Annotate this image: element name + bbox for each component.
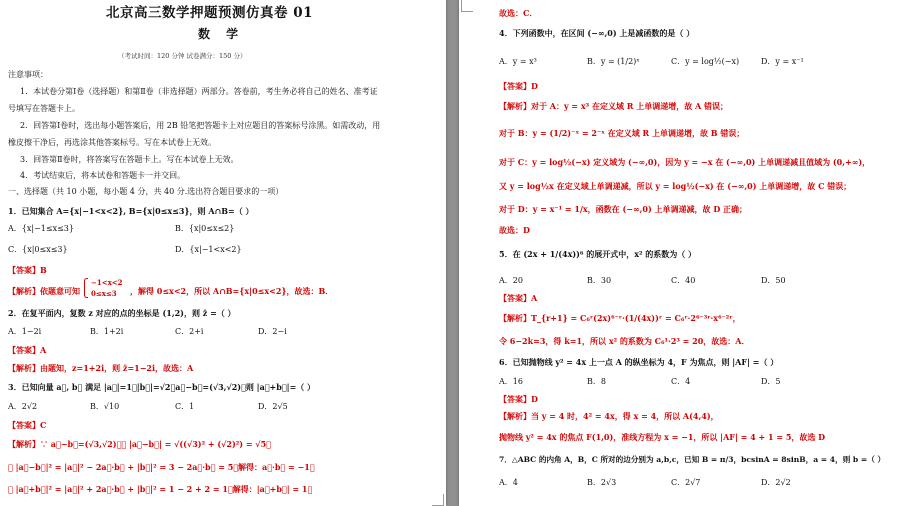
question-2-option-d: D．2−i xyxy=(258,327,287,336)
notice-header: 注意事项： xyxy=(8,70,48,79)
notice-line: 号填写在答题卡上。 xyxy=(8,104,80,113)
question-3-option-a: A．2√2 xyxy=(8,402,38,411)
question-1-option-c: C．{x|0≤x≤3} xyxy=(8,245,68,254)
notice-line: 4．考试结束后，将本试卷和答题卡一并交回。 xyxy=(20,171,186,180)
question-3-option-c: C．1 xyxy=(175,402,195,411)
question-5-option-b: B．30 xyxy=(587,276,612,285)
question-4-analysis-d: 对于 D：y = x⁻¹ = 1/x，函数在 (−∞,0) 上单调递减，故 D 正确； xyxy=(499,204,748,214)
notice-line: 1．本试卷分第Ⅰ卷（选择题）和第Ⅱ卷（非选择题）两部分。答卷前，考生务必将自己的姓名、准考证 xyxy=(20,87,378,96)
question-1-option-a: A．{x|−1≤x≤3} xyxy=(8,224,74,233)
system-line-top: −1<x<2 xyxy=(91,278,123,287)
question-2-answer: 【答案】A xyxy=(8,345,47,355)
question-1-analysis-rest: ，解得 0≤x<2，所以 A∩B={x|0≤x<2}，故选：B． xyxy=(130,286,334,296)
question-3-answer: 【答案】C xyxy=(8,420,47,430)
notice-line: 2．回答第Ⅰ卷时，选出每小题答案后，用 2B 铅笔把答题卡上对应题目的答案标号涂黑。如需改动，用 xyxy=(20,121,381,130)
question-5-analysis: 【解析】T_{r+1} = C₆ʳ(2x)⁶⁻ʳ·(1/(4x))ʳ = C₆ʳ·2⁶⁻³ʳ·x⁶⁻²ʳ， xyxy=(499,313,741,323)
question-5-stem: 5．在 (2x + 1/(4x))⁶ 的展开式中，x² 的系数为（ ） xyxy=(499,249,697,259)
question-4-analysis-b: 对于 B：y = (1/2)⁻ˣ = 2⁻ˣ 在定义域 R 上单调递增，故 B 错误； xyxy=(499,128,745,138)
document-page-left[interactable] xyxy=(0,0,446,506)
question-4-option-c: C．y = log½(−x) xyxy=(671,57,740,66)
question-6-answer: 【答案】D xyxy=(499,394,538,404)
question-2-option-c: C．2+i xyxy=(175,327,204,336)
question-4-analysis-c2: 又 y = log½x 在定义域上单调递减，所以 y = log½(−x) 在 (−∞,0) 上单调递增，故 C 错误； xyxy=(499,181,852,191)
question-7-option-a: A．4 xyxy=(499,478,518,487)
question-3-step-1: ∴ |a⃗−b⃗|² = |a⃗|² − 2a⃗·b⃗ + |b⃗|² = 3 − 2a⃗·b⃗ = 5，解得：a⃗·b⃗ = −1， xyxy=(8,462,315,472)
subject-title: 数 学 xyxy=(198,27,245,41)
question-1-analysis-label: 【解析】依题意可知 xyxy=(8,286,80,296)
question-2-option-a: A．1−2i xyxy=(8,327,42,336)
system-line-bottom: 0≤x≤3 xyxy=(91,289,117,298)
page-corner-mark xyxy=(461,0,473,12)
question-2-option-b: B．1+2i xyxy=(90,327,124,336)
question-4-answer: 【答案】D xyxy=(499,81,538,91)
question-2-analysis: 【解析】由题知，z=1+2i，则 z̄=1−2i，故选：A xyxy=(8,363,194,373)
exam-info: （考试时间：120 分钟 试卷满分：150 分） xyxy=(118,52,247,60)
question-6-option-b: B．8 xyxy=(587,377,606,386)
question-4-conclusion: 故选：D xyxy=(499,225,530,235)
question-6-option-c: C．4 xyxy=(671,377,691,386)
question-6-analysis: 【解析】当 y = 4 时，4² = 4x，得 x = 4，所以 A(4,4)， xyxy=(499,411,719,421)
question-4-stem: 4．下列函数中，在区间 (−∞,0) 上是减函数的是（ ） xyxy=(499,28,695,38)
question-3-option-d: D．2√5 xyxy=(258,402,288,411)
question-5-analysis-2: 令 6−2k=3，得 k=1，所以 x² 的系数为 C₆¹·2³ = 20，故选：A． xyxy=(499,336,750,346)
question-3-stem: 3．已知向量 a⃗, b⃗ 满足 |a⃗|=1，|b⃗|=√2，a⃗−b⃗=(√3,√2)，则 |a⃗+b⃗|=（ ） xyxy=(8,382,316,392)
question-3-option-b: B．√10 xyxy=(90,402,120,411)
question-4-option-d: D．y = x⁻¹ xyxy=(761,57,804,66)
question-5-option-c: C．40 xyxy=(671,276,696,285)
question-5-option-a: A．20 xyxy=(499,276,523,285)
section-heading: 一、选择题（共 10 小题，每小题 4 分，共 40 分.选出符合题目要求的一项） xyxy=(8,187,284,196)
page-corner-mark xyxy=(432,494,444,506)
exam-title: 北京高三数学押题预测仿真卷 01 xyxy=(106,5,313,21)
question-6-option-a: A．16 xyxy=(499,377,523,386)
question-7-stem: 7．△ABC 的内角 A，B，C 所对的边分别为 a,b,c，已知 B = π/3，bcsinA = 8sinB，a = 4，则 b =（ ） xyxy=(499,455,886,464)
notice-line: 橡皮擦干净后，再选涂其他答案标号。写在本试卷上无效。 xyxy=(8,138,216,147)
equation-system-brace xyxy=(84,278,88,298)
question-3-step-2: ∴ |a⃗+b⃗|² = |a⃗|² + 2a⃗·b⃗ + |b⃗|² = 1 − 2 + 2 = 1，解得：|a⃗+b⃗| = 1． xyxy=(8,484,313,494)
question-4-option-a: A．y = x³ xyxy=(499,57,537,66)
question-1-answer: 【答案】B xyxy=(8,265,47,275)
previous-question-conclusion: 故选：C． xyxy=(499,8,538,18)
question-7-option-c: C．2√7 xyxy=(671,478,701,487)
question-4-analysis-c: 对于 C：y = log½(−x) 定义域为 (−∞,0)，因为 y = −x 在 (−∞,0) 上单调递减且值域为 (0,+∞)， xyxy=(499,157,871,167)
question-6-stem: 6．已知抛物线 y² = 4x 上一点 A 的纵坐标为 4，F 为焦点，则 |AF| =（ ） xyxy=(499,357,779,367)
question-6-option-d: D．5 xyxy=(761,377,781,386)
document-page-right[interactable] xyxy=(459,0,900,506)
question-7-option-b: B．2√3 xyxy=(587,478,617,487)
question-5-answer: 【答案】A xyxy=(499,293,538,303)
notice-line: 3．回答第Ⅱ卷时，将答案写在答题卡上。写在本试卷上无效。 xyxy=(20,155,239,164)
question-2-stem: 2．在复平面内，复数 z 对应的点的坐标是 (1,2)，则 z̄ =（ ） xyxy=(8,308,236,318)
question-4-option-b: B．y = (1/2)ˣ xyxy=(587,57,640,66)
question-5-option-d: D．50 xyxy=(761,276,786,285)
question-6-analysis-2: 抛物线 y² = 4x 的焦点 F(1,0)，准线方程为 x = −1，所以 |AF| = 4 + 1 = 5，故选 D xyxy=(499,432,826,442)
question-1-option-b: B．{x|0≤x≤2} xyxy=(175,224,235,233)
question-1-option-d: D．{x|−1<x<2} xyxy=(175,245,242,254)
question-3-analysis: 【解析】∵ a⃗−b⃗=(√3,√2)，∴ |a⃗−b⃗| = √((√3)² + (√2)²) = √5， xyxy=(8,439,271,449)
question-1-stem: 1．已知集合 A={x|−1<x<2}, B={x|0≤x≤3}，则 A∩B=（ ） xyxy=(8,206,254,216)
question-7-option-d: D．2√2 xyxy=(761,478,791,487)
question-4-analysis-a: 【解析】对于 A：y = x³ 在定义域 R 上单调递增，故 A 错误； xyxy=(499,101,728,111)
